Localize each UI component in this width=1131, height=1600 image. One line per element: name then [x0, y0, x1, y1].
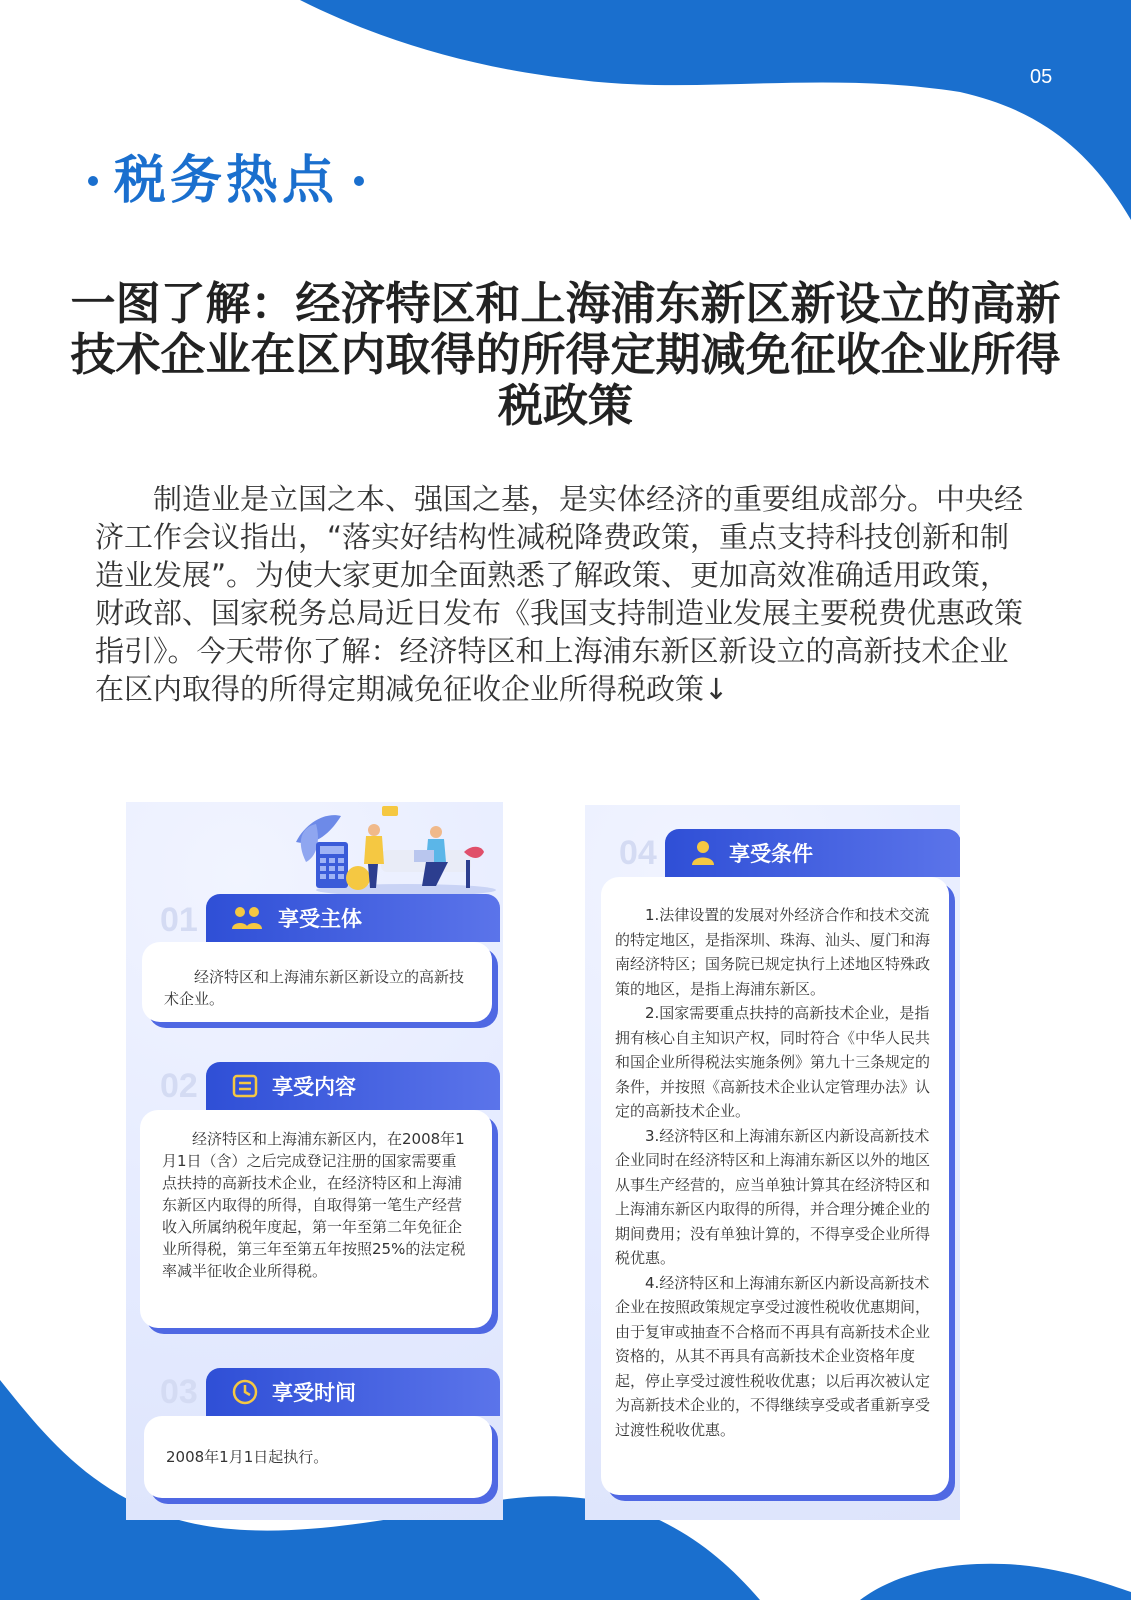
bullet-dot-right [354, 176, 364, 186]
section-heading [88, 146, 364, 216]
people-icon [230, 905, 266, 931]
step-number-01: 01 [160, 901, 198, 939]
condition-item-1: 1.法律设置的发展对外经济合作和技术交流的特定地区，是指深圳、珠海、汕头、厦门和海南经济特区；国务院已规定执行上述地区特殊政策的地区，是指上海浦东新区。 [615, 906, 931, 998]
tab-enjoy-conditions [665, 829, 960, 877]
intro-paragraph: 制造业是立国之本、强国之基，是实体经济的重要组成部分。中央经济工作会议指出，“落实好结构性减税降费政策，重点支持科技创新和制造业发展”。为使大家更加全面熟悉了解政策、更加高效准确适用政策，财政部、国家税务总局近日发布《我国支持制造业发展主要税费优惠政策指引》。今天带你了解：经济特区和上海浦东新区新设立的高新技术企业在区内取得的所得定期减免征收企业所得税政策↓ [95, 482, 1024, 706]
section-title: 享受条件 [729, 842, 813, 866]
step-number-02: 02 [160, 1067, 198, 1105]
top-wave [300, 0, 1131, 220]
tab-enjoy-content [206, 1062, 500, 1110]
section-title: 享受主体 [278, 907, 362, 931]
condition-item-4: 4.经济特区和上海浦东新区内新设高新技术企业在按照政策规定享受过渡性税收优惠期间，由于复审或抽查不合格而不再具有高新技术企业资格的，从其不再具有高新技术企业资格年度起，停止享受过渡性税收优惠；以后再次被认定为高新技术企业的，不得继续享受或者重新享受过渡性税收优惠。 [615, 1273, 931, 1439]
infographic-left-panel [126, 802, 503, 1520]
person-icon [689, 839, 717, 867]
page-title: 一图了解：经济特区和上海浦东新区新设立的高新技术企业在区内取得的所得定期减免征收企业所得税政策 [70, 277, 1061, 432]
section-title: 享受时间 [272, 1381, 356, 1405]
card-enjoy-content [140, 1110, 492, 1328]
card-enjoy-time [144, 1416, 492, 1498]
office-illustration-icon [286, 802, 496, 897]
step-number-03: 03 [160, 1373, 198, 1411]
bottom-wave-right [860, 1564, 1131, 1600]
clock-icon [230, 1378, 260, 1406]
condition-item-2: 2.国家需要重点扶持的高新技术企业，是指拥有核心自主知识产权，同时符合《中华人民共和国企业所得税法实施条例》第九十三条规定的条件，并按照《高新技术企业认定管理办法》认定的高新技术企业。 [615, 1004, 931, 1120]
infographic-right-panel [585, 805, 960, 1520]
card-enjoy-conditions [601, 877, 949, 1495]
tab-enjoy-time [206, 1368, 500, 1416]
page-number: 05 [1030, 66, 1053, 88]
section-body: 经济特区和上海浦东新区新设立的高新技术企业。 [164, 968, 465, 1008]
card-enjoy-subject [142, 942, 492, 1022]
tab-enjoy-subject [206, 894, 500, 942]
condition-item-3: 3.经济特区和上海浦东新区内新设高新技术企业同时在经济特区和上海浦东新区以外的地区从事生产经营的，应当单独计算其在经济特区和上海浦东新区内取得的所得，并合理分摊企业的期间费用；没有单独计算的，不得享受企业所得税优惠。 [615, 1126, 931, 1267]
section-title: 享受内容 [272, 1075, 356, 1099]
section-body: 经济特区和上海浦东新区内，在2008年1月1日（含）之后完成登记注册的国家需要重点扶持的高新技术企业，在经济特区和上海浦东新区内取得的所得，自取得第一笔生产经营收入所属纳税年度起，第一年至第二年免征企业所得税，第三年至第五年按照25%的法定税率减半征收企业所得税。 [162, 1130, 466, 1280]
step-number-04: 04 [619, 834, 657, 872]
document-icon [230, 1073, 260, 1099]
bullet-dot-left [88, 176, 98, 186]
section-heading-label: 税务热点 [114, 151, 339, 211]
section-body: 2008年1月1日起执行。 [166, 1448, 329, 1466]
